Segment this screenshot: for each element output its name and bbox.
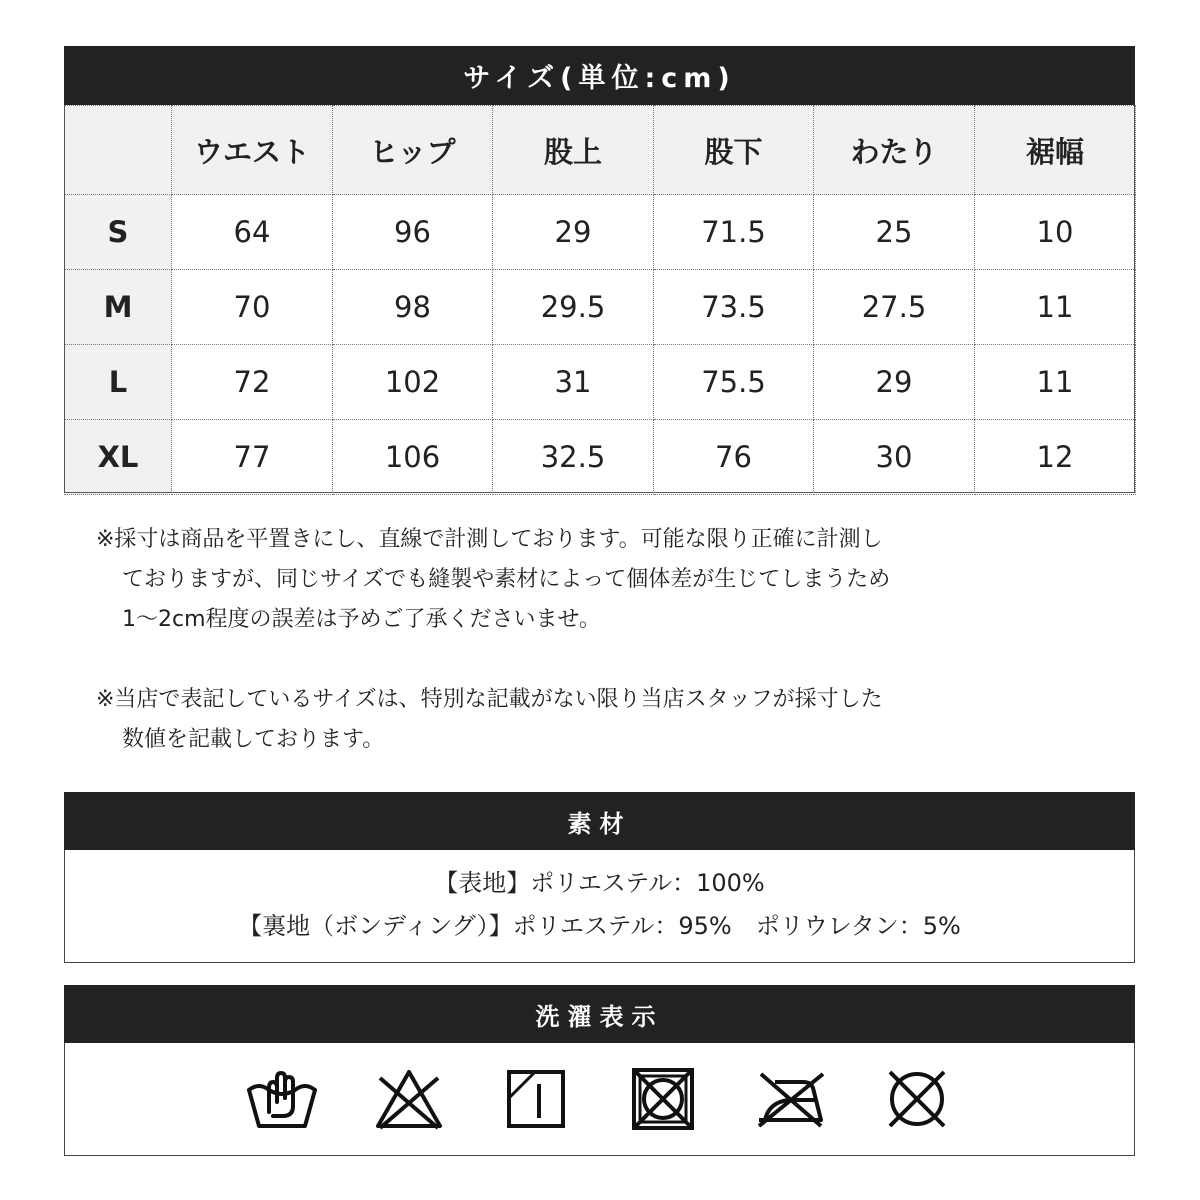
no-bleach-icon <box>374 1068 444 1130</box>
drip-dry-shade-icon <box>501 1068 571 1130</box>
size-label: L <box>65 345 172 420</box>
note-size-notation <box>96 680 1056 760</box>
table-cell: 98 <box>333 270 493 345</box>
table-cell: 70 <box>172 270 333 345</box>
header-cell-hem: 裾幅 <box>975 106 1136 195</box>
note-line: ておりますが、同じサイズでも縫製や素材によって個体差が生じてしまうため <box>122 567 891 592</box>
size-table <box>64 105 1136 495</box>
material-title <box>64 792 1135 850</box>
table-cell: 29.5 <box>493 270 654 345</box>
table-row <box>65 345 1136 420</box>
table-cell: 11 <box>975 270 1136 345</box>
header-cell-inseam: 股下 <box>654 106 814 195</box>
table-cell: 64 <box>172 195 333 270</box>
header-cell-thigh: わたり <box>814 106 975 195</box>
table-cell: 25 <box>814 195 975 270</box>
note-measurement <box>96 520 1056 640</box>
care-icons-box <box>64 1043 1135 1156</box>
table-cell: 27.5 <box>814 270 975 345</box>
table-cell: 73.5 <box>654 270 814 345</box>
size-title-text: サイズ(単位:cm) <box>463 63 736 94</box>
note-line: ※当店で表記しているサイズは、特別な記載がない限り当店スタッフが採寸した <box>96 687 883 712</box>
table-cell: 77 <box>172 420 333 495</box>
size-table-title <box>64 46 1135 105</box>
table-cell: 29 <box>814 345 975 420</box>
care-title-text: 洗濯表示 <box>535 1002 664 1031</box>
table-cell: 12 <box>975 420 1136 495</box>
table-cell: 29 <box>493 195 654 270</box>
size-label: M <box>65 270 172 345</box>
note-line: ※採寸は商品を平置きにし、直線で計測しております。可能な限り正確に計測し <box>96 527 883 552</box>
size-label: S <box>65 195 172 270</box>
table-cell: 71.5 <box>654 195 814 270</box>
no-iron-icon <box>755 1068 825 1130</box>
hand-wash-icon <box>247 1068 317 1130</box>
table-cell: 10 <box>975 195 1136 270</box>
table-cell: 106 <box>333 420 493 495</box>
table-cell: 31 <box>493 345 654 420</box>
material-title-text: 素材 <box>567 809 632 838</box>
header-cell-empty <box>65 106 172 195</box>
material-line-outer: 【表地】ポリエステル：100% <box>434 869 765 897</box>
table-cell: 72 <box>172 345 333 420</box>
table-row <box>65 420 1136 495</box>
table-cell: 75.5 <box>654 345 814 420</box>
table-row <box>65 270 1136 345</box>
header-cell-hip: ヒップ <box>333 106 493 195</box>
note-line: 1～2cm程度の誤差は予めご了承くださいませ。 <box>122 607 601 632</box>
material-line-lining: 【裏地（ボンディング）】ポリエステル：95% ポリウレタン：5% <box>238 912 961 940</box>
header-cell-waist: ウエスト <box>172 106 333 195</box>
material-box <box>64 850 1135 963</box>
size-label: XL <box>65 420 172 495</box>
note-line: 数値を記載しております。 <box>122 727 385 752</box>
header-cell-rise: 股上 <box>493 106 654 195</box>
notes <box>96 520 1056 760</box>
care-title <box>64 985 1135 1043</box>
table-cell: 96 <box>333 195 493 270</box>
table-cell: 102 <box>333 345 493 420</box>
table-cell: 32.5 <box>493 420 654 495</box>
table-row <box>65 195 1136 270</box>
table-cell: 30 <box>814 420 975 495</box>
size-table-header-row <box>65 106 1136 195</box>
no-tumble-dry-icon <box>628 1068 698 1130</box>
no-dry-clean-icon <box>882 1068 952 1130</box>
table-cell: 11 <box>975 345 1136 420</box>
table-cell: 76 <box>654 420 814 495</box>
